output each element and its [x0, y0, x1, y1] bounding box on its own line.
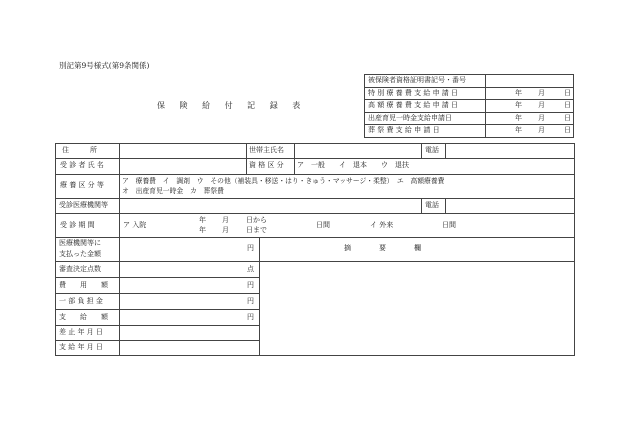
- yen-unit: 円: [247, 297, 254, 305]
- address-label: 住 所: [62, 146, 97, 154]
- date-day-label: 日: [564, 101, 571, 109]
- yen-unit: 円: [247, 313, 254, 321]
- header-row-label: 出産育児一時金支給申請日: [368, 114, 452, 122]
- from-month: 月: [222, 216, 229, 224]
- qualification-label: 資 格 区 分: [249, 161, 284, 169]
- date-month-label: 月: [538, 126, 545, 134]
- medical-category-label: 療 養 区 分 等: [60, 181, 104, 189]
- inpatient-label: ア 入院: [123, 221, 147, 229]
- date-month-label: 月: [538, 114, 545, 122]
- outpatient-label: イ 外来: [370, 221, 394, 229]
- qualification-options: ア 一般 イ 退本 ウ 退扶: [297, 161, 409, 169]
- phone-label: 電話: [425, 146, 439, 154]
- form-caption: 別記第9号様式(第9条関係): [59, 61, 150, 70]
- date-year-label: 年: [515, 114, 522, 122]
- copay-label: 一 部 負 担 金: [59, 297, 103, 305]
- from-year: 年: [199, 216, 206, 224]
- inpatient-days: 日間: [316, 221, 330, 229]
- recipient-name-label: 受 診 者 氏 名: [60, 161, 104, 169]
- date-day-label: 日: [564, 114, 571, 122]
- date-day-label: 日: [564, 89, 571, 97]
- from-suffix: 日から: [246, 216, 267, 224]
- medical-options-line1: ア 療養費 イ 調剤 ウ その他（補装具・移送・はり・きゅう・マッサージ・柔整） エ 高額療養費: [122, 177, 445, 185]
- date-month-label: 月: [538, 89, 545, 97]
- date-year-label: 年: [515, 89, 522, 97]
- payment-label: 支 給 額: [59, 313, 108, 321]
- yen-unit: 円: [247, 244, 254, 252]
- medical-options-line2: オ 出産育児一時金 カ 葬祭費: [122, 187, 224, 195]
- householder-label: 世帯主氏名: [249, 146, 284, 154]
- remarks-heading: 摘 要 欄: [344, 244, 421, 252]
- clinic-phone-label: 電話: [425, 201, 439, 209]
- date-day-label: 日: [564, 126, 571, 134]
- yen-unit: 円: [247, 281, 254, 289]
- stop-date-label: 差 止 年 月 日: [59, 328, 103, 336]
- date-month-label: 月: [538, 101, 545, 109]
- to-suffix: 日まで: [246, 226, 267, 234]
- header-row-label: 葬 祭 費 支 給 申 請 日: [368, 126, 440, 134]
- date-year-label: 年: [515, 126, 522, 134]
- header-row-label: 特 別 療 養 費 支 給 申 請 日: [368, 89, 459, 97]
- clinic-label: 受診医療機関等: [59, 201, 108, 209]
- paid-label-line1: 医療機関等に: [59, 239, 101, 247]
- period-label: 受 診 期 間: [60, 221, 95, 229]
- date-year-label: 年: [515, 101, 522, 109]
- review-points-label: 審査決定点数: [59, 265, 101, 273]
- cost-label: 費 用 額: [59, 281, 108, 289]
- to-month: 月: [222, 226, 229, 234]
- paid-label-line2: 支払った金額: [59, 250, 101, 258]
- outpatient-days: 日間: [442, 221, 456, 229]
- header-row-label: 高 額 療 養 費 支 給 申 請 日: [368, 101, 459, 109]
- header-row-label: 被保険者資格証明書記号・番号: [368, 76, 466, 84]
- pay-date-label: 支 給 年 月 日: [59, 343, 103, 351]
- points-unit: 点: [247, 265, 254, 273]
- page-title: 保 険 給 付 記 録 表: [157, 101, 307, 110]
- to-year: 年: [199, 226, 206, 234]
